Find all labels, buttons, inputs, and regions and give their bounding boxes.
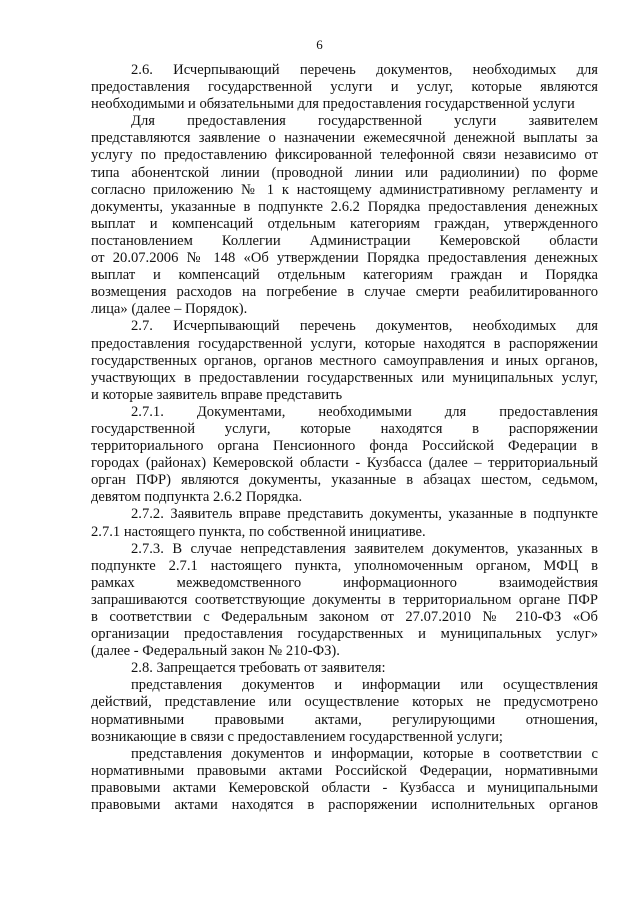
text-line: документы, указанные в подпункте 2.6.2 Порядка предоставления денежных [91,198,598,215]
text-line: 2.8. Запрещается требовать от заявителя: [131,660,386,677]
text-line: (далее - Федеральный закон № 210-ФЗ). [91,643,340,660]
text-line: участвующих в предоставлении государственных или муниципальных услуг, [91,369,598,386]
paragraph-p-2-7-2 [91,506,598,540]
text-line: нормативными правовыми актами, регулирующими отношения, [91,711,598,728]
text-line: государственной услуги, которые находятся в распоряжении [91,420,598,437]
text-line: правовыми актами находятся в распоряжении исполнительных органов [91,797,598,814]
text-line: 2.7.3. В случае непредставления заявителем документов, указанных в [131,540,598,557]
text-line: 2.7.2. Заявитель вправе представить документы, указанные в подпункте [131,506,598,523]
document-body [91,62,598,814]
text-line: государственных органов, органов местного самоуправления и иных органов, [91,352,598,369]
text-line: в соответствии с Федеральным законом от 27.07.2010 № 210-ФЗ «Об [91,609,598,625]
paragraph-p-2-7 [91,318,598,403]
text-line: рамках межведомственного информационного взаимодействия [91,574,598,591]
text-line: представления документов и информации, которые в соответствии с [131,745,598,762]
text-line: 2.6. Исчерпывающий перечень документов, необходимых для [131,62,598,78]
paragraph-p-2-8 [91,660,598,677]
paragraph-p-2-7-1 [91,404,598,507]
paragraph-p-2-6-body [91,113,598,318]
text-line: 2.7.1. Документами, необходимыми для предоставления [131,403,598,420]
text-line: выплат и компенсаций отдельным категориям граждан, утвержденного [91,215,598,232]
paragraph-p-2-7-3 [91,541,598,661]
text-line: 2.7. Исчерпывающий перечень документов, необходимых для [131,318,598,335]
text-line: необходимыми и обязательными для предоставления государственной услуги [91,96,575,113]
text-line: лица» (далее – Порядок). [91,301,248,318]
text-line: городах (районах) Кемеровской области - Кузбасса (далее – территориальный [91,455,598,472]
page-number: 6 [316,37,323,52]
text-line: девятом подпункта 2.6.2 Порядка. [91,489,303,506]
text-line: представления документов и информации или осуществления [131,677,598,694]
paragraph-p-2-8-b [91,746,598,814]
paragraph-p-2-8-a [91,677,598,745]
text-line: правовыми актами Кемеровской области - Кузбасса и муниципальными [91,779,598,796]
text-line: подпункте 2.7.1 настоящего пункта, уполномоченным органом, МФЦ в [91,557,598,574]
text-line: постановлением Коллегии Администрации Кемеровской области [91,232,598,249]
text-line: предоставления государственной услуги и услуг, которые являются [91,79,598,96]
paragraph-p-2-6 [91,62,598,113]
text-line: Для предоставления государственной услуги заявителем [131,113,598,130]
text-line: возмещения расходов на погребение в случае смерти реабилитированного [91,284,598,301]
text-line: типа абонентской линии (проводной линии или радиолинии) по форме [91,164,598,181]
text-line: и которые заявитель вправе представить [91,386,343,403]
text-line: действий, представление или осуществление которых не предусмотрено [91,694,598,711]
text-line: территориального органа Пенсионного фонда Российской Федерации в [91,438,598,455]
text-line: возникающие в связи с предоставлением государственной услуги; [91,728,503,745]
text-line: орган ПФР) являются документы, указанные в абзацах шестом, седьмом, [91,472,598,489]
text-line: предоставления государственной услуги, которые находятся в распоряжении [91,335,598,352]
text-line: 2.7.1 настоящего пункта, по собственной инициативе. [91,523,426,540]
text-line: согласно приложению № 1 к настоящему административному регламенту и [91,181,598,198]
text-line: запрашиваются соответствующие документы в территориальном органе ПФР [91,591,598,608]
text-line: от 20.07.2006 № 148 «Об утверждении Порядка предоставления денежных [91,250,598,267]
text-line: услугу по предоставлению фиксированной телефонной связи независимо от [91,147,598,164]
text-line: выплат и компенсаций отдельным категориям граждан и Порядка [91,267,598,284]
text-line: организации предоставления государственных и муниципальных услуг» [91,626,598,643]
text-line: представляются заявление о назначении ежемесячной денежной выплаты за [91,130,598,147]
text-line: нормативными правовыми актами Российской Федерации, нормативными [91,762,598,779]
